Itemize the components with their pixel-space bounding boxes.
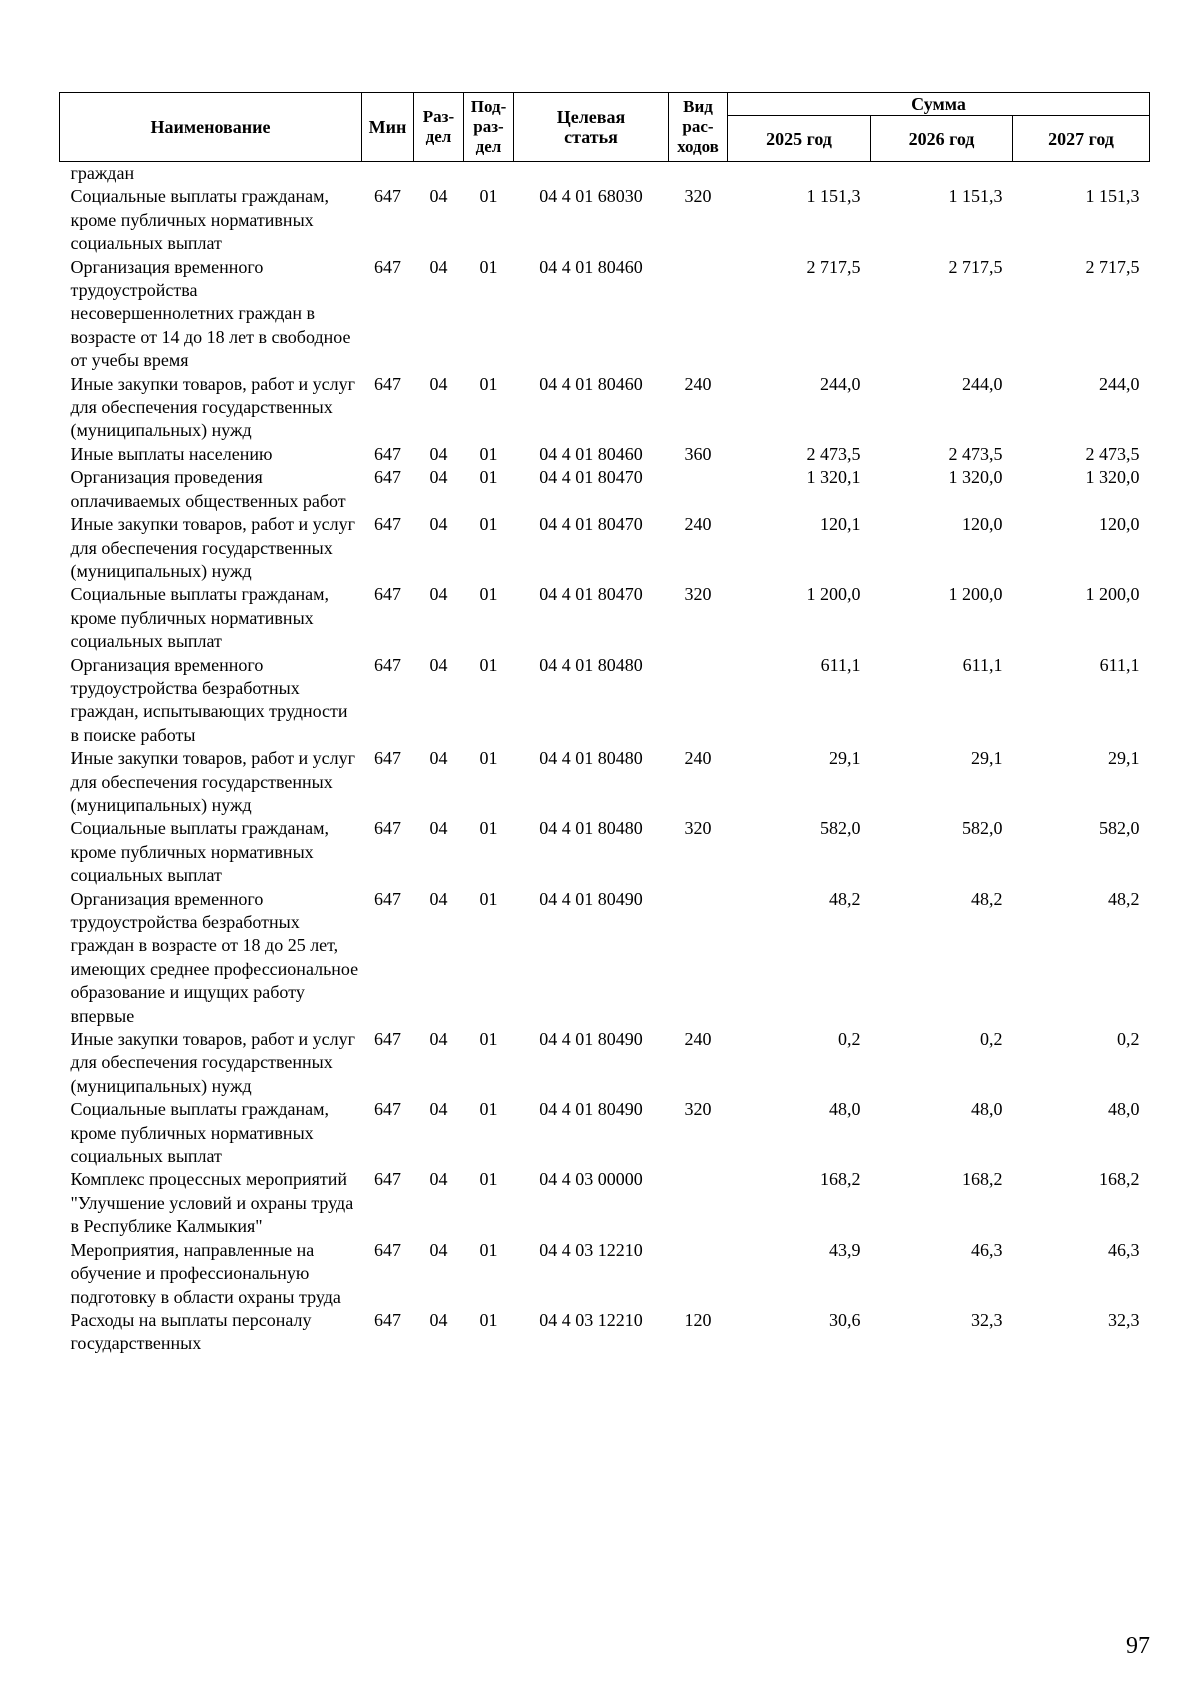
- cell-y2: [871, 162, 1013, 186]
- cell-podrazdel: 01: [479, 514, 498, 535]
- cell-vid: [669, 162, 728, 186]
- cell-y3: 120,0: [1099, 514, 1140, 535]
- cell-stat: 04 4 01 80460: [539, 373, 643, 394]
- cell-name: Организация временного трудоустройства безработных граждан, испытывающих трудности в поиске работы: [70, 654, 348, 745]
- cell-razdel: 04: [429, 514, 448, 535]
- cell-y1: 30,6: [829, 1309, 861, 1330]
- cell-vid: 320: [684, 186, 712, 207]
- cell-min: 647: [374, 1029, 401, 1050]
- cell-vid: 240: [684, 748, 712, 769]
- cell-vid: 240: [684, 373, 712, 394]
- cell-name: Расходы на выплаты персоналу государственных: [70, 1309, 312, 1354]
- cell-vid: [669, 654, 728, 748]
- cell-vid: 240: [684, 1029, 712, 1050]
- cell-razdel: [414, 162, 464, 186]
- cell-y2: 1 151,3: [948, 186, 1003, 207]
- cell-podrazdel: 01: [479, 1239, 498, 1260]
- cell-name: Иные закупки товаров, работ и услуг для обеспечения государственных (муниципальных) нужд: [70, 514, 355, 581]
- cell-y1: [728, 162, 871, 186]
- table-row: [60, 817, 1150, 887]
- cell-y3: 1 200,0: [1085, 584, 1140, 605]
- cell-podrazdel: 01: [479, 748, 498, 769]
- header-year-2027: 2027 год: [1013, 116, 1150, 162]
- cell-min: 647: [374, 654, 401, 675]
- cell-podrazdel: 01: [479, 818, 498, 839]
- cell-y3: 611,1: [1099, 654, 1140, 675]
- cell-y3: 244,0: [1099, 373, 1140, 394]
- cell-name: Социальные выплаты гражданам, кроме публичных нормативных социальных выплат: [70, 584, 329, 652]
- cell-podrazdel: 01: [479, 467, 498, 488]
- table-row: [60, 1028, 1150, 1098]
- cell-stat: 04 4 03 00000: [539, 1169, 643, 1190]
- cell-podrazdel: 01: [479, 654, 498, 675]
- cell-name: Социальные выплаты гражданам, кроме публичных нормативных социальных выплат: [70, 818, 329, 886]
- cell-y1: 1 320,1: [806, 467, 861, 488]
- header-year-2025: 2025 год: [728, 116, 871, 162]
- cell-stat: 04 4 01 80490: [539, 1029, 643, 1050]
- cell-podrazdel: [464, 162, 514, 186]
- cell-min: 647: [374, 514, 401, 535]
- table-row: [60, 162, 1150, 186]
- cell-razdel: 04: [429, 467, 448, 488]
- cell-vid: 320: [684, 1099, 712, 1120]
- table-body: [60, 162, 1150, 1356]
- cell-razdel: 04: [429, 1029, 448, 1050]
- cell-y1: 0,2: [838, 1029, 861, 1050]
- cell-name: Организация проведения оплачиваемых общественных работ: [70, 467, 346, 511]
- header-year-2026: 2026 год: [871, 116, 1013, 162]
- cell-min: 647: [374, 186, 401, 207]
- cell-name: Иные закупки товаров, работ и услуг для обеспечения государственных (муниципальных) нужд: [70, 373, 355, 441]
- cell-razdel: 04: [429, 443, 448, 464]
- cell-podrazdel: 01: [479, 186, 498, 207]
- cell-y1: 1 151,3: [806, 186, 861, 207]
- cell-min: 647: [374, 818, 401, 839]
- cell-y2: 2 717,5: [948, 256, 1003, 277]
- table-row: [60, 373, 1150, 443]
- table-row: [60, 256, 1150, 373]
- cell-y3: 48,0: [1108, 1099, 1140, 1120]
- cell-razdel: 04: [429, 1239, 448, 1260]
- cell-min: 647: [374, 1309, 401, 1330]
- cell-razdel: 04: [429, 888, 448, 909]
- cell-y1: 48,2: [829, 888, 861, 909]
- cell-y3: 48,2: [1108, 888, 1140, 909]
- cell-y2: 120,0: [962, 514, 1003, 535]
- cell-y1: 29,1: [829, 748, 861, 769]
- cell-min: 647: [374, 1239, 401, 1260]
- cell-y2: 611,1: [962, 654, 1003, 675]
- cell-stat: 04 4 01 80480: [539, 748, 643, 769]
- cell-y3: 2 717,5: [1085, 256, 1140, 277]
- cell-stat: 04 4 01 80480: [539, 654, 643, 675]
- cell-min: 647: [374, 1099, 401, 1120]
- cell-name: Иные закупки товаров, работ и услуг для обеспечения государственных (муниципальных) нужд: [70, 748, 355, 815]
- cell-y3: 0,2: [1117, 1029, 1140, 1050]
- cell-name: Мероприятия, направленные на обучение и профессиональную подготовку в области охраны труда: [70, 1239, 341, 1307]
- cell-vid: [669, 466, 728, 513]
- cell-podrazdel: 01: [479, 584, 498, 605]
- cell-y1: 611,1: [820, 654, 861, 675]
- cell-vid: 240: [684, 514, 712, 535]
- cell-y2: 46,3: [971, 1239, 1003, 1260]
- cell-stat: 04 4 03 12210: [539, 1239, 643, 1260]
- cell-y3: 46,3: [1108, 1239, 1140, 1260]
- cell-podrazdel: 01: [479, 443, 498, 464]
- cell-vid: [669, 256, 728, 373]
- cell-razdel: 04: [429, 818, 448, 839]
- table-row: [60, 1098, 1150, 1168]
- cell-name: Комплекс процессных мероприятий "Улучшение условий и охраны труда в Республике Калмыкия": [70, 1169, 354, 1237]
- cell-podrazdel: 01: [479, 1309, 498, 1330]
- cell-y3: 1 320,0: [1085, 467, 1140, 488]
- cell-vid: [669, 888, 728, 1028]
- cell-razdel: 04: [429, 748, 448, 769]
- cell-razdel: 04: [429, 654, 448, 675]
- table-row: [60, 747, 1150, 817]
- cell-min: 647: [374, 888, 401, 909]
- table-row: [60, 583, 1150, 653]
- cell-min: 647: [374, 584, 401, 605]
- header-name: Наименование: [60, 93, 362, 162]
- cell-name: Иные закупки товаров, работ и услуг для обеспечения государственных (муниципальных) нужд: [70, 1029, 355, 1096]
- cell-stat: 04 4 03 12210: [539, 1309, 643, 1330]
- cell-y2: 0,2: [980, 1029, 1003, 1050]
- cell-y3: 168,2: [1099, 1169, 1140, 1190]
- cell-stat: 04 4 01 80490: [539, 1099, 643, 1120]
- table-row: [60, 1239, 1150, 1309]
- cell-min: 647: [374, 748, 401, 769]
- cell-y1: 1 200,0: [806, 584, 861, 605]
- cell-podrazdel: 01: [479, 373, 498, 394]
- cell-y2: 32,3: [971, 1309, 1003, 1330]
- cell-y1: 244,0: [820, 373, 861, 394]
- cell-y2: 244,0: [962, 373, 1003, 394]
- cell-razdel: 04: [429, 373, 448, 394]
- table-header: [60, 93, 1150, 162]
- cell-y2: 1 320,0: [948, 467, 1003, 488]
- cell-name: граждан: [70, 163, 135, 183]
- header-target-article: Целевая статья: [514, 93, 669, 162]
- cell-y2: 2 473,5: [948, 443, 1003, 464]
- cell-stat: 04 4 01 80470: [539, 584, 643, 605]
- table-row: [60, 1168, 1150, 1238]
- cell-stat: 04 4 01 80470: [539, 467, 643, 488]
- cell-name: Социальные выплаты гражданам, кроме публичных нормативных социальных выплат: [70, 186, 329, 254]
- cell-min: [362, 162, 414, 186]
- cell-stat: 04 4 01 80460: [539, 443, 643, 464]
- cell-y2: 48,0: [971, 1099, 1003, 1120]
- cell-min: 647: [374, 256, 401, 277]
- cell-min: 647: [374, 1169, 401, 1190]
- cell-podrazdel: 01: [479, 1099, 498, 1120]
- table-row: [60, 513, 1150, 583]
- cell-min: 647: [374, 373, 401, 394]
- cell-name: Организация временного трудоустройства несовершеннолетних граждан в возрасте от 14 до 18 лет в свободное от учебы время: [70, 256, 351, 371]
- cell-vid: 320: [684, 818, 712, 839]
- header-podrazdel: Под- раз- дел: [464, 93, 514, 162]
- cell-razdel: 04: [429, 1309, 448, 1330]
- cell-y2: 29,1: [971, 748, 1003, 769]
- cell-name: Иные выплаты населению: [70, 443, 273, 464]
- cell-y1: 2 717,5: [806, 256, 861, 277]
- cell-vid: [669, 1239, 728, 1309]
- cell-y2: 48,2: [971, 888, 1003, 909]
- cell-stat: 04 4 01 68030: [539, 186, 643, 207]
- cell-y3: 2 473,5: [1085, 443, 1140, 464]
- cell-vid: 360: [684, 443, 712, 464]
- cell-y3: 1 151,3: [1085, 186, 1140, 207]
- cell-y1: 43,9: [829, 1239, 861, 1260]
- cell-stat: 04 4 01 80480: [539, 818, 643, 839]
- cell-y3: 29,1: [1108, 748, 1140, 769]
- header-min: Мин: [362, 93, 414, 162]
- table-row: [60, 1309, 1150, 1356]
- cell-y2: 1 200,0: [948, 584, 1003, 605]
- table-row: [60, 185, 1150, 255]
- cell-y1: 120,1: [820, 514, 861, 535]
- table-row: [60, 654, 1150, 748]
- cell-razdel: 04: [429, 1169, 448, 1190]
- cell-stat: [514, 162, 669, 186]
- header-razdel: Раз- дел: [414, 93, 464, 162]
- cell-name: Организация временного трудоустройства безработных граждан в возрасте от 18 до 25 лет, имеющих среднее профессиональное образование и ищущих работу впервые: [70, 888, 359, 1026]
- cell-vid: 120: [684, 1309, 712, 1330]
- budget-table: [59, 92, 1150, 1356]
- cell-razdel: 04: [429, 186, 448, 207]
- cell-stat: 04 4 01 80460: [539, 256, 643, 277]
- cell-y3: 582,0: [1099, 818, 1140, 839]
- cell-vid: [669, 1168, 728, 1238]
- cell-y3: 32,3: [1108, 1309, 1140, 1330]
- cell-podrazdel: 01: [479, 888, 498, 909]
- cell-vid: 320: [684, 584, 712, 605]
- cell-stat: 04 4 01 80470: [539, 514, 643, 535]
- cell-y1: 2 473,5: [806, 443, 861, 464]
- cell-name: Социальные выплаты гражданам, кроме публичных нормативных социальных выплат: [70, 1099, 329, 1167]
- cell-podrazdel: 01: [479, 1029, 498, 1050]
- cell-y1: 168,2: [820, 1169, 861, 1190]
- header-expense-type: Вид рас- ходов: [669, 93, 728, 162]
- cell-y1: 582,0: [820, 818, 861, 839]
- cell-min: 647: [374, 443, 401, 464]
- header-sum: Сумма: [728, 93, 1150, 116]
- cell-razdel: 04: [429, 256, 448, 277]
- cell-razdel: 04: [429, 584, 448, 605]
- table-row: [60, 888, 1150, 1028]
- cell-y2: 582,0: [962, 818, 1003, 839]
- table-row: [60, 443, 1150, 466]
- cell-y2: 168,2: [962, 1169, 1003, 1190]
- cell-y1: 48,0: [829, 1099, 861, 1120]
- cell-podrazdel: 01: [479, 256, 498, 277]
- cell-y3: [1013, 162, 1150, 186]
- cell-min: 647: [374, 467, 401, 488]
- table-row: [60, 466, 1150, 513]
- page-number: 97: [1126, 1633, 1150, 1659]
- cell-podrazdel: 01: [479, 1169, 498, 1190]
- cell-stat: 04 4 01 80490: [539, 888, 643, 909]
- cell-razdel: 04: [429, 1099, 448, 1120]
